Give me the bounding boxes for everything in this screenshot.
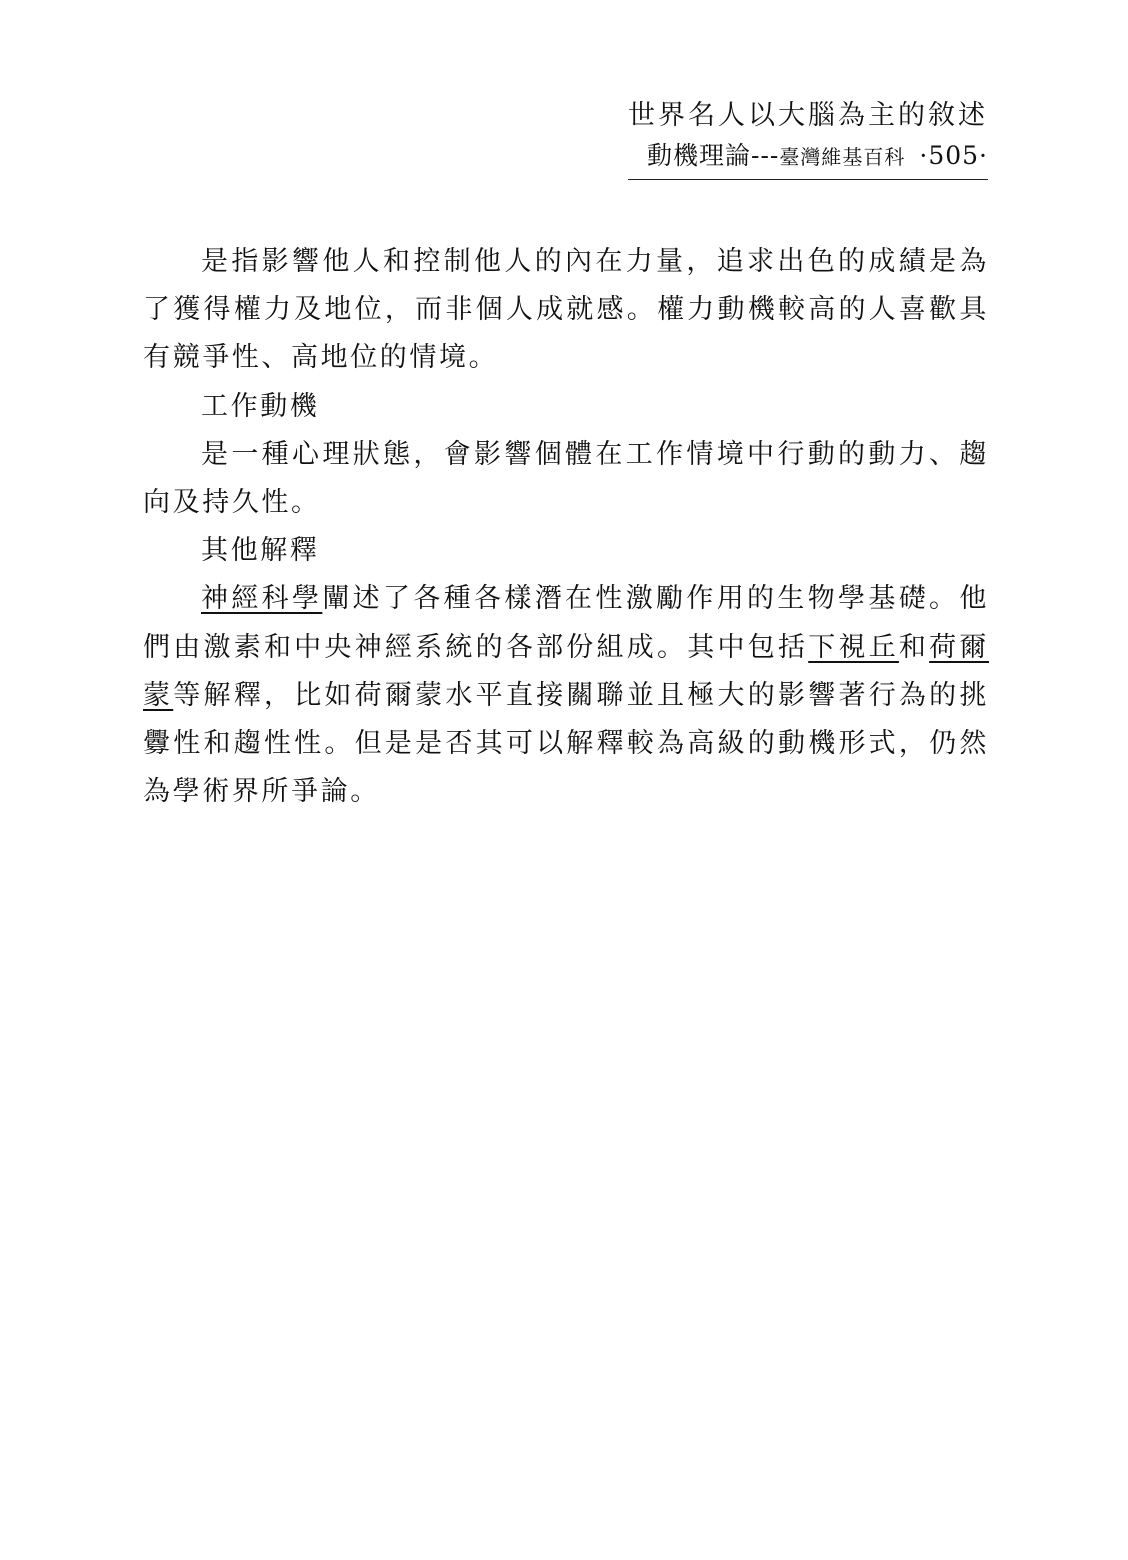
text-segment: 和 — [898, 631, 930, 663]
page-body — [143, 238, 989, 816]
heading-other-explanations: 其他解釋 — [201, 535, 320, 567]
heading-work-motivation: 工作動機 — [201, 390, 320, 422]
text-segment: 等解釋，比如荷爾蒙水平直接關聯並且極大的影響著行為的挑釁性和趨性性。但是是否其可以解釋較為高級的動機形式，仍然為學術界所爭論。 — [143, 679, 989, 808]
link-hormone[interactable]: 荷爾蒙 — [143, 631, 990, 711]
paragraph-power-motive: 是指影響他人和控制他人的內在力量，追求出色的成績是為了獲得權力及地位，而非個人成就感。權力動機較高的人喜歡具有競爭性、高地位的情境。 — [143, 246, 989, 374]
header-title: 世界名人以大腦為主的敘述 — [628, 100, 988, 131]
header-subtitle-source: 臺灣維基百科 — [779, 145, 906, 169]
page-number: ·505· — [919, 141, 988, 170]
header-subtitle-main: 動機理論--- — [647, 141, 780, 170]
link-hypothalamus[interactable]: 下視丘 — [808, 631, 899, 663]
paragraph-work-motivation: 是一種心理狀態，會影響個體在工作情境中行動的動力、趨向及持久性。 — [143, 438, 989, 519]
header-subtitle — [628, 136, 988, 180]
page-header — [628, 96, 988, 180]
paragraph-other-explanations — [143, 575, 989, 816]
link-neuroscience[interactable]: 神經科學 — [201, 583, 323, 615]
text-segment: 闡述了各種各樣潛在性激勵作用的生物學基礎。他們由激素和中央神經系統的各部份組成。其中包括 — [143, 583, 989, 663]
